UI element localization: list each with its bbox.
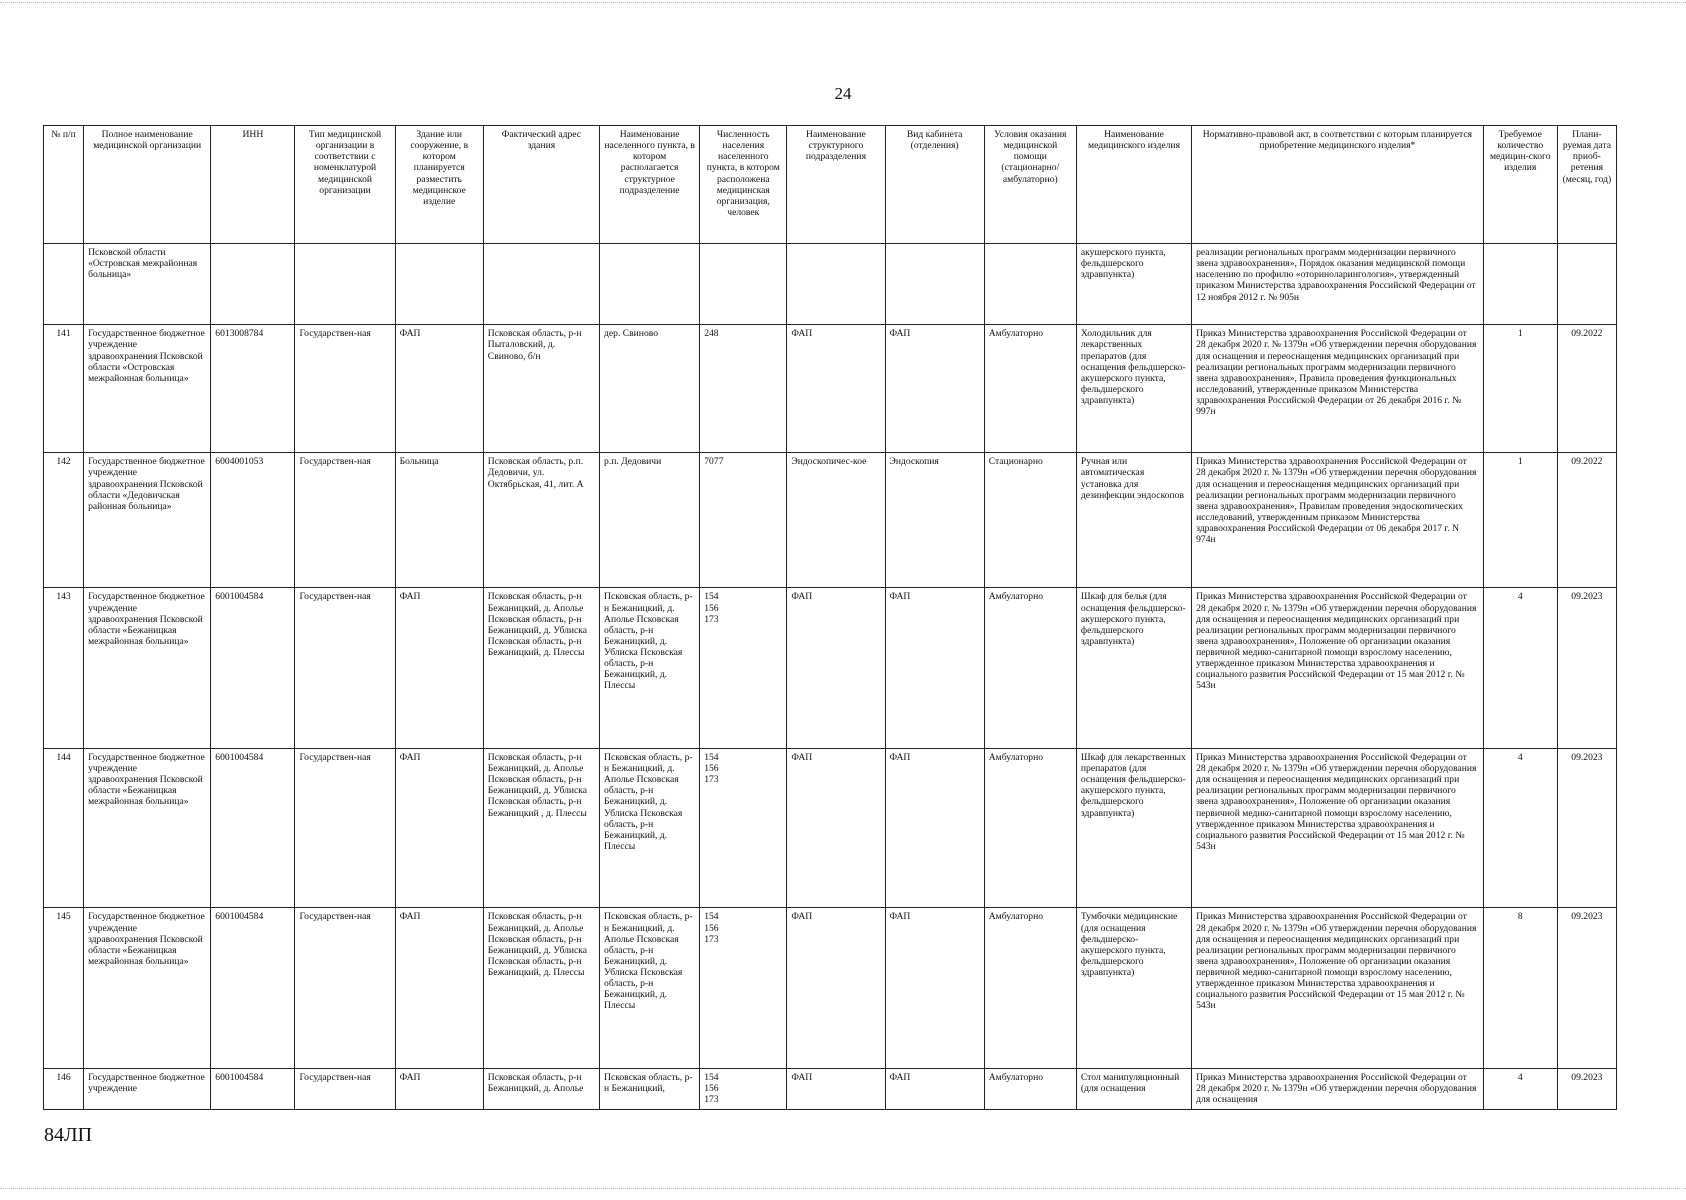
cell-cabinet: ФАП: [885, 748, 984, 908]
header-device: Наименование медицинского изделия: [1076, 126, 1191, 244]
cell-population: [700, 244, 787, 325]
cell-date: 09.2022: [1557, 325, 1616, 453]
cell-conditions: Стационарно: [984, 453, 1076, 588]
cell-num: [44, 244, 84, 325]
cell-date: 09.2022: [1557, 453, 1616, 588]
header-unit: Наименование структурного подразделения: [787, 126, 885, 244]
cell-population: 154 156 173: [700, 908, 787, 1069]
cell-unit: ФАП: [787, 588, 885, 749]
header-building: Здание или сооружение, в котором планируется разместить медицинское изделие: [395, 126, 483, 244]
cell-qty: 8: [1483, 908, 1557, 1069]
header-org: Полное наименование медицинской организации: [84, 126, 211, 244]
equipment-table: [43, 125, 1617, 1110]
cell-device: Ручная или автоматическая установка для дезинфекции эндоскопов: [1076, 453, 1191, 588]
cell-qty: 1: [1483, 325, 1557, 453]
table-row: [44, 908, 1617, 1069]
cell-qty: 4: [1483, 748, 1557, 908]
cell-act: реализации региональных программ модернизации первичного звена здравоохранения», Порядок оказания медицинской помощи населению по профилю «оториноларингология», утвержденный приказом Министерства здравоохранения Российской Федерации от 12 ноября 2012 г. № 905н: [1192, 244, 1484, 325]
cell-building: ФАП: [395, 908, 483, 1069]
scan-edge-top: [0, 2, 1686, 6]
header-date: Плани-руемая дата приоб-ретения (месяц, год): [1557, 126, 1616, 244]
cell-cabinet: ФАП: [885, 325, 984, 453]
table-row: [44, 1068, 1617, 1109]
cell-address: Псковская область, р-н Бежаницкий, д. Аполье: [483, 1068, 599, 1109]
cell-num: 142: [44, 453, 84, 588]
cell-num: 145: [44, 908, 84, 1069]
cell-inn: 6013008784: [211, 325, 295, 453]
cell-type: Государствен-ная: [295, 325, 395, 453]
header-population: Численность населения населенного пункта, в котором расположена медицинская организация, человек: [700, 126, 787, 244]
cell-population: 248: [700, 325, 787, 453]
cell-unit: ФАП: [787, 748, 885, 908]
cell-date: 09.2023: [1557, 748, 1616, 908]
cell-num: 143: [44, 588, 84, 749]
cell-cabinet: [885, 244, 984, 325]
cell-locality: дер. Свиново: [600, 325, 700, 453]
cell-unit: [787, 244, 885, 325]
cell-device: Шкаф для белья (для оснащения фельдшерско-акушерского пункта, фельдшерского здравпункта): [1076, 588, 1191, 749]
header-qty: Требуемое количество медицин-ского изделия: [1483, 126, 1557, 244]
cell-date: 09.2023: [1557, 1068, 1616, 1109]
scan-edge-bottom: [0, 1188, 1686, 1192]
footer-document-code: 84ЛП: [44, 1124, 93, 1146]
cell-num: 141: [44, 325, 84, 453]
cell-device: Шкаф для лекарственных препаратов (для оснащения фельдшерско-акушерского пункта, фельдшерского здравпункта): [1076, 748, 1191, 908]
cell-org: Государственное бюджетное учреждение здравоохранения Псковской области «Бежаницкая межрайонная больница»: [84, 748, 211, 908]
cell-conditions: Амбулаторно: [984, 325, 1076, 453]
cell-address: Псковская область, р-н Бежаницкий, д. Аполье Псковская область, р-н Бежаницкий, д. Ублиска Псковская область, р-н Бежаницкий , д. Плессы: [483, 748, 599, 908]
cell-inn: 6001004584: [211, 1068, 295, 1109]
header-address: Фактический адрес здания: [483, 126, 599, 244]
cell-address: Псковская область, р.п. Дедовичи, ул. Октябрьская, 41, лит. А: [483, 453, 599, 588]
cell-type: Государствен-ная: [295, 908, 395, 1069]
cell-qty: 4: [1483, 588, 1557, 749]
table-row: [44, 325, 1617, 453]
cell-building: ФАП: [395, 325, 483, 453]
table-row-continuation: [44, 244, 1617, 325]
header-inn: ИНН: [211, 126, 295, 244]
cell-org: Псковской области «Островская межрайонная больница»: [84, 244, 211, 325]
table-row: [44, 748, 1617, 908]
cell-conditions: Амбулаторно: [984, 1068, 1076, 1109]
header-cabinet: Вид кабинета (отделения): [885, 126, 984, 244]
cell-org: Государственное бюджетное учреждение здравоохранения Псковской области «Бежаницкая межрайонная больница»: [84, 908, 211, 1069]
cell-cabinet: Эндоскопия: [885, 453, 984, 588]
cell-date: [1557, 244, 1616, 325]
cell-date: 09.2023: [1557, 588, 1616, 749]
table-header-row: [44, 126, 1617, 244]
cell-building: [395, 244, 483, 325]
cell-act: Приказ Министерства здравоохранения Российской Федерации от 28 декабря 2020 г. № 1379н «Об утверждении перечня оборудования для оснащения и переоснащения медицинских организаций при реализации региональных программ модернизации первичного звена здравоохранения», Правилам проведения эндоскопических исследований, утвержденным приказом Министерства здравоохранения Российской Федерации от 06 декабря 2017 г. N 974н: [1192, 453, 1484, 588]
header-act: Нормативно-правовой акт, в соответствии с которым планируется приобретение медицинского изделия*: [1192, 126, 1484, 244]
cell-act: Приказ Министерства здравоохранения Российской Федерации от 28 декабря 2020 г. № 1379н «Об утверждении перечня оборудования для оснащения и переоснащения медицинских организаций при реализации региональных программ модернизации первичного звена здравоохранения», Положение об организации оказания первичной медико-санитарной помощи взрослому населению, утвержденное приказом Министерства здравоохранения и социального развития Российской Федерации от 15 мая 2012 г. № 543н: [1192, 588, 1484, 749]
cell-cabinet: ФАП: [885, 588, 984, 749]
cell-qty: 4: [1483, 1068, 1557, 1109]
cell-population: 154 156 173: [700, 1068, 787, 1109]
cell-qty: 1: [1483, 453, 1557, 588]
cell-building: Больница: [395, 453, 483, 588]
cell-org: Государственное бюджетное учреждение здравоохранения Псковской области «Островская межрайонная больница»: [84, 325, 211, 453]
cell-locality: Псковская область, р-н Бежаницкий, д. Аполье Псковская область, р-н Бежаницкий, д. Ублиска Псковская область, р-н Бежаницкий, д. Плессы: [600, 908, 700, 1069]
cell-type: [295, 244, 395, 325]
cell-unit: ФАП: [787, 1068, 885, 1109]
cell-org: Государственное бюджетное учреждение: [84, 1068, 211, 1109]
cell-population: 7077: [700, 453, 787, 588]
cell-building: ФАП: [395, 748, 483, 908]
cell-locality: р.п. Дедовичи: [600, 453, 700, 588]
cell-unit: ФАП: [787, 908, 885, 1069]
header-conditions: Условия оказания медицинской помощи (стационарно/ амбулаторно): [984, 126, 1076, 244]
cell-locality: Псковская область, р-н Бежаницкий, д. Аполье Псковская область, р-н Бежаницкий, д. Ублиска Псковская область, р-н Бежаницкий, д. Плессы: [600, 748, 700, 908]
cell-device: акушерского пункта, фельдшерского здравпункта): [1076, 244, 1191, 325]
cell-device: Холодильник для лекарственных препаратов (для оснащения фельдшерско-акушерского пункта, фельдшерского здравпункта): [1076, 325, 1191, 453]
cell-num: 144: [44, 748, 84, 908]
cell-locality: [600, 244, 700, 325]
cell-device: Тумбочки медицинские (для оснащения фельдшерско-акушерского пункта, фельдшерского здравпункта): [1076, 908, 1191, 1069]
cell-conditions: Амбулаторно: [984, 908, 1076, 1069]
cell-cabinet: ФАП: [885, 908, 984, 1069]
cell-inn: [211, 244, 295, 325]
cell-type: Государствен-ная: [295, 588, 395, 749]
table-row: [44, 453, 1617, 588]
cell-type: Государствен-ная: [295, 748, 395, 908]
cell-type: Государствен-ная: [295, 453, 395, 588]
cell-inn: 6001004584: [211, 588, 295, 749]
cell-address: Псковская область, р-н Бежаницкий, д. Аполье Псковская область, р-н Бежаницкий, д. Ублиска Псковская область, р-н Бежаницкий, д. Плессы: [483, 908, 599, 1069]
cell-device: Стол манипуляционный (для оснащения: [1076, 1068, 1191, 1109]
cell-qty: [1483, 244, 1557, 325]
cell-conditions: Амбулаторно: [984, 748, 1076, 908]
header-type: Тип медицинской организации в соответствии с номенклатурой медицинской организации: [295, 126, 395, 244]
cell-unit: Эндоскопичес-кое: [787, 453, 885, 588]
cell-org: Государственное бюджетное учреждение здравоохранения Псковской области «Дедовичская районная больница»: [84, 453, 211, 588]
cell-type: Государствен-ная: [295, 1068, 395, 1109]
cell-locality: Псковская область, р-н Бежаницкий,: [600, 1068, 700, 1109]
cell-num: 146: [44, 1068, 84, 1109]
cell-cabinet: ФАП: [885, 1068, 984, 1109]
cell-address: [483, 244, 599, 325]
cell-inn: 6001004584: [211, 908, 295, 1069]
cell-conditions: [984, 244, 1076, 325]
cell-address: Псковская область, р-н Бежаницкий, д. Аполье Псковская область, р-н Бежаницкий, д. Ублиска Псковская область, р-н Бежаницкий, д. Плессы: [483, 588, 599, 749]
cell-act: Приказ Министерства здравоохранения Российской Федерации от 28 декабря 2020 г. № 1379н «Об утверждении перечня оборудования для оснащения и переоснащения медицинских организаций при реализации региональных программ модернизации первичного звена здравоохранения», Правила проведения функциональных исследований, утвержденные приказом Министерства здравоохранения Российской Федерации от 26 декабря 2016 г. № 997н: [1192, 325, 1484, 453]
cell-act: Приказ Министерства здравоохранения Российской Федерации от 28 декабря 2020 г. № 1379н «Об утверждении перечня оборудования для оснащения: [1192, 1068, 1484, 1109]
cell-building: ФАП: [395, 588, 483, 749]
cell-act: Приказ Министерства здравоохранения Российской Федерации от 28 декабря 2020 г. № 1379н «Об утверждении перечня оборудования для оснащения и переоснащения медицинских организаций при реализации региональных программ модернизации первичного звена здравоохранения», Положение об организации оказания первичной медико-санитарной помощи взрослому населению, утвержденное приказом Министерства здравоохранения и социального развития Российской Федерации от 15 мая 2012 г. № 543н: [1192, 908, 1484, 1069]
cell-org: Государственное бюджетное учреждение здравоохранения Псковской области «Бежаницкая межрайонная больница»: [84, 588, 211, 749]
cell-conditions: Амбулаторно: [984, 588, 1076, 749]
header-locality: Наименование населенного пункта, в котором располагается структурное подразделение: [600, 126, 700, 244]
table-row: [44, 588, 1617, 749]
cell-locality: Псковская область, р-н Бежаницкий, д. Аполье Псковская область, р-н Бежаницкий, д. Ублиска Псковская область, р-н Бежаницкий, д. Плессы: [600, 588, 700, 749]
cell-date: 09.2023: [1557, 908, 1616, 1069]
header-num: № п/п: [44, 126, 84, 244]
page-number: 24: [834, 84, 852, 103]
cell-building: ФАП: [395, 1068, 483, 1109]
cell-address: Псковская область, р-н Пыталовский, д. Свиново, б/н: [483, 325, 599, 453]
cell-population: 154 156 173: [700, 748, 787, 908]
cell-act: Приказ Министерства здравоохранения Российской Федерации от 28 декабря 2020 г. № 1379н «Об утверждении перечня оборудования для оснащения и переоснащения медицинских организаций при реализации региональных программ модернизации первичного звена здравоохранения», Положение об организации оказания первичной медико-санитарной помощи взрослому населению, утвержденное приказом Министерства здравоохранения и социального развития Российской Федерации от 15 мая 2012 г. № 543н: [1192, 748, 1484, 908]
cell-inn: 6004001053: [211, 453, 295, 588]
cell-unit: ФАП: [787, 325, 885, 453]
cell-inn: 6001004584: [211, 748, 295, 908]
cell-population: 154 156 173: [700, 588, 787, 749]
